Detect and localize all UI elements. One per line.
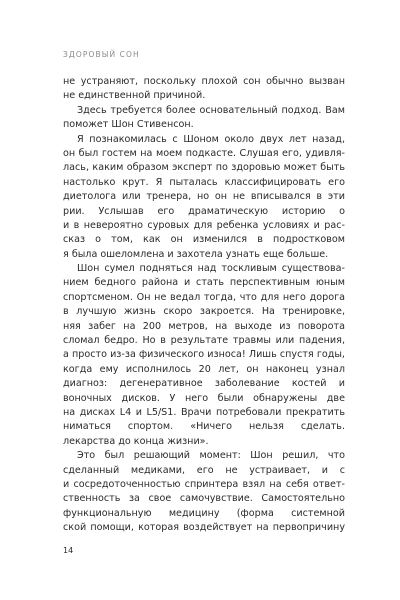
- text-line: нием бедного района и стать перспективным юным: [63, 277, 345, 289]
- text-line: ниматься спортом. «Ничего нельзя сделать.: [63, 421, 345, 433]
- text-line: воночных дисков. У него были обнаружены две: [63, 392, 345, 404]
- text-line: Я познакомилась с Шоном около двух лет назад,: [77, 133, 345, 145]
- text-line: в лучшую жизнь скоро закроется. На тренировке,: [63, 306, 345, 318]
- body-text: [63, 75, 345, 536]
- text-line: няя забег на 200 метров, на выходе из поворота: [63, 320, 345, 332]
- text-line: и в невероятно суровых для ребенка условиях и рас-: [63, 219, 345, 231]
- text-line: он был гостем на моем подкасте. Слушая его, удивля-: [63, 147, 345, 159]
- text-line: не устраняют, поскольку плохой сон обычно вызван: [63, 76, 345, 87]
- text-line: сломал бедро. Но в результате травмы или падения,: [63, 335, 345, 347]
- text-line: лась, каким образом эксперт по здоровью может быть: [63, 162, 345, 174]
- text-line: поможет Шон Стивенсон.: [63, 119, 194, 131]
- running-head: ЗДОРОВЫЙ СОН: [63, 50, 140, 59]
- text-line: Здесь требуется более основательный подход. Вам: [77, 104, 345, 116]
- text-line: спортсменом. Он не ведал тогда, что для него дорога: [63, 291, 345, 303]
- text-line: настолько крут. Я пыталась классифицировать его: [63, 176, 345, 188]
- text-line: лекарства до конца жизни».: [63, 435, 209, 447]
- text-line: функциональную медицину (форма системной: [63, 507, 345, 519]
- text-line: диетолога или тренера, но он не вписывался в эти: [63, 191, 345, 203]
- text-line: ской помощи, которая воздействует на первопричину: [63, 522, 345, 534]
- text-line: сказ о том, как он изменился в подростковом: [63, 234, 345, 246]
- text-line: я была ошеломлена и захотела узнать еще больше.: [63, 248, 329, 260]
- text-line: на дисках L4 и L5/S1. Врачи потребовали прекратить: [63, 406, 345, 418]
- text-line: когда ему исполнилось 20 лет, он наконец узнал: [63, 363, 345, 375]
- text-line: рии. Услышав его драматическую историю о: [63, 205, 345, 217]
- text-line: ственность за свое самочувствие. Самостоятельно: [63, 493, 345, 505]
- page-number: 14: [63, 546, 74, 555]
- text-line: Это был решающий момент: Шон решил, что: [77, 450, 345, 462]
- text-line: сделанный медиками, его не устраивает, и с: [63, 464, 345, 476]
- text-line: а просто из-за физического износа! Лишь спустя годы,: [63, 349, 345, 361]
- text-line: не единственной причиной.: [63, 90, 206, 102]
- text-line: Шон сумел подняться над тоскливым существова-: [77, 263, 345, 275]
- text-line: диагноз: дегенеративное заболевание костей и: [63, 378, 345, 390]
- text-line: и сосредоточенностью спринтера взял на себя ответ-: [63, 478, 345, 490]
